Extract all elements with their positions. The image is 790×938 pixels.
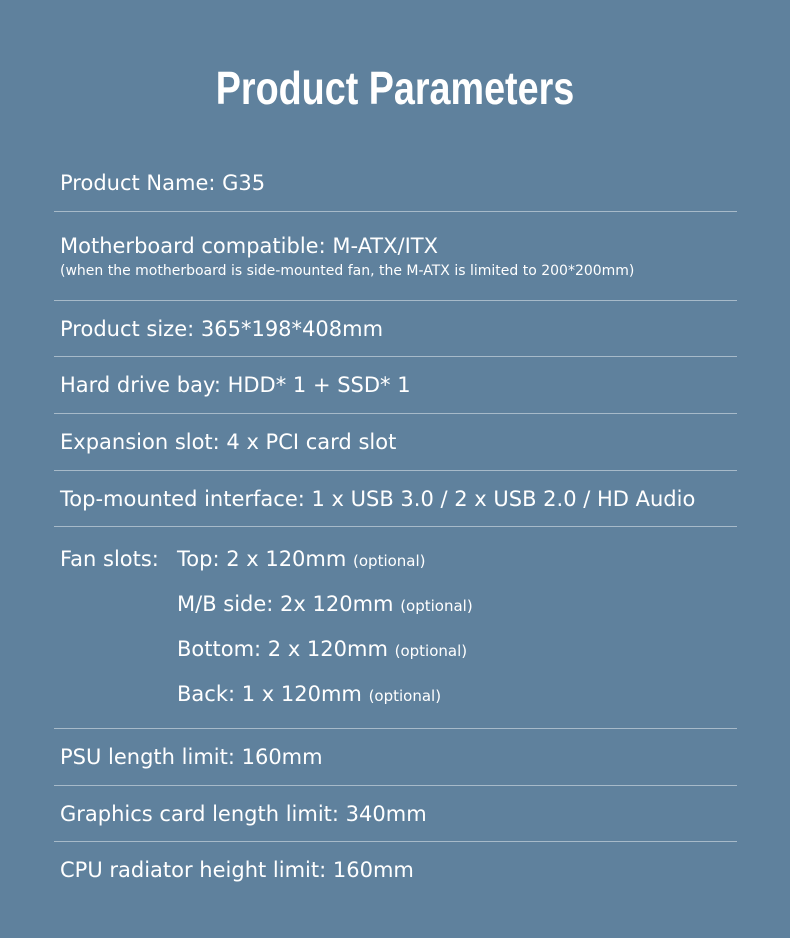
param-row-psu-length	[54, 729, 737, 786]
param-row-expansion-slot	[54, 414, 737, 471]
fan-slot-optional: (optional)	[394, 642, 468, 660]
param-row-product-size	[54, 301, 737, 357]
fan-slot-text: Top: 2 x 120mm	[177, 547, 347, 571]
param-text: Product Name: G35	[60, 171, 266, 195]
param-text: CPU radiator height limit: 160mm	[60, 858, 414, 882]
page-title: Product Parameters	[215, 62, 575, 114]
fan-slots-label: Fan slots:	[60, 547, 159, 571]
fan-slot-text: Back: 1 x 120mm	[177, 682, 362, 706]
fan-slot-optional: (optional)	[400, 597, 473, 615]
param-text: Top-mounted interface: 1 x USB 3.0 / 2 x USB 2.0 / HD Audio	[60, 486, 696, 511]
fan-slot-item	[177, 590, 473, 635]
fan-slot-text: Bottom: 2 x 120mm	[177, 637, 388, 661]
param-row-cpu-radiator-height	[54, 842, 737, 898]
param-note: (when the motherboard is side-mounted fan, the M-ATX is limited to 200*200mm)	[60, 262, 635, 279]
param-text: Hard drive bay: HDD* 1 + SSD* 1	[60, 373, 411, 397]
fan-slot-optional: (optional)	[368, 687, 442, 705]
fan-slot-item	[177, 680, 473, 725]
parameter-list	[54, 155, 737, 898]
param-row-motherboard	[54, 212, 737, 301]
fan-slot-optional: (optional)	[353, 552, 426, 570]
param-row-fan-slots	[54, 527, 737, 729]
param-text: Graphics card length limit: 340mm	[60, 801, 427, 826]
param-text: Product size: 365*198*408mm	[60, 316, 384, 341]
param-text: Motherboard compatible: M-ATX/ITX	[60, 233, 438, 258]
param-row-graphics-card-length	[54, 786, 737, 842]
fan-slot-item	[177, 635, 473, 680]
fan-slot-text: M/B side: 2x 120mm	[177, 592, 394, 616]
param-row-product-name	[54, 155, 737, 212]
param-row-hard-drive-bay	[54, 357, 737, 414]
fan-slot-list	[177, 545, 473, 728]
param-text: PSU length limit: 160mm	[60, 745, 323, 769]
param-text: Expansion slot: 4 x PCI card slot	[60, 430, 397, 454]
fan-slot-item	[177, 545, 473, 590]
param-row-top-interface	[54, 471, 737, 527]
